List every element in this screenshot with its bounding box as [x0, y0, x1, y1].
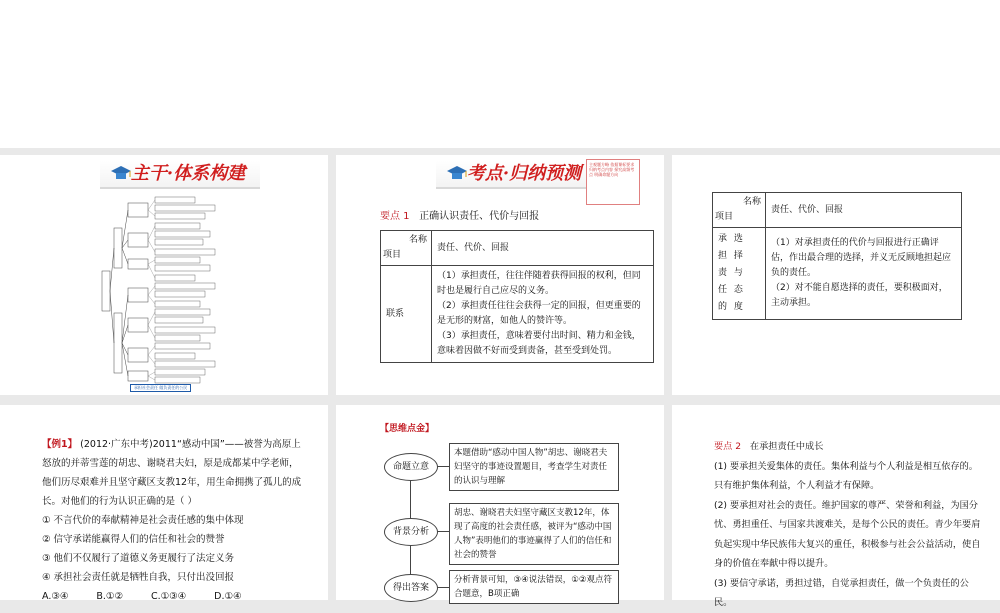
key-point-heading [380, 207, 539, 222]
graduation-cap-icon [446, 165, 468, 181]
flow-step-oval: 得出答案 [384, 574, 438, 602]
row-label: 承 选 担 择 责 与 任 态 的 度 [713, 228, 766, 320]
mind-map-diagram [100, 193, 230, 388]
banner-text: 考点·归纳预测 [466, 163, 582, 184]
row-label: 联系 [381, 266, 432, 363]
option-item: ④ 承担社会责任就是牺牲自我，只付出没回报 [42, 572, 235, 583]
top-blank-area [0, 0, 1000, 148]
key-point-title: 正确认识责任、代价与回报 [419, 211, 540, 222]
paragraph: (3) 要信守承诺，勇担过错，自觉承担责任，做一个负责任的公民。 [714, 577, 969, 608]
flow-step-oval: 背景分析 [384, 518, 438, 546]
table-corner-cell [381, 231, 432, 266]
key-point-label: 要点 2 [714, 441, 742, 452]
answer-choice: D.①④ [214, 591, 242, 602]
slide-thumbnail-6[interactable] [672, 405, 1000, 608]
row-content [766, 228, 962, 320]
option-item: ② 信守承诺能赢得人们的信任和社会的赞誉 [42, 534, 225, 545]
corner-top-label: 名称 [408, 235, 427, 245]
example-label: 【例1】 [42, 439, 78, 450]
slide-thumbnail-1[interactable] [0, 155, 328, 395]
flow-arrow [437, 531, 449, 532]
answer-choice: B.①② [96, 591, 123, 602]
thinking-tips-tag: 【思维点金】 [380, 424, 435, 434]
slide-thumbnail-2[interactable] [336, 155, 664, 395]
sticky-note: 主观题方略 依据课标要求 归纳考点内容 探究高频考点 明确命题方向 [586, 159, 640, 205]
corner-top-label: 名称 [742, 197, 761, 207]
flow-arrow [437, 466, 449, 467]
table-line: （3）承担责任，意味着要付出时间、精力和金钱，意味着因做不好而受到责备，甚至受到处罚。 [437, 331, 641, 356]
row-content [432, 266, 654, 363]
table-line: （2）对不能自愿选择的责任，要积极面对，主动承担。 [771, 283, 948, 308]
key-point-heading [714, 437, 986, 457]
flow-step-box: 分析背景可知，③④说法错误，①②观点符合题意，B项正确 [449, 570, 619, 604]
key-point-2-body [714, 437, 986, 613]
banner-text: 主干·体系构建 [130, 163, 246, 184]
slide-thumbnail-3[interactable] [672, 155, 1000, 395]
corner-bottom-label: 项目 [383, 250, 402, 260]
answer-choice: A.③④ [42, 591, 69, 602]
flow-step-box: 胡忠、谢晓君夫妇坚守藏区支教12年，体现了高度的社会责任感，被评为“感动中国人物”表明他们的事迹赢得了人们的信任和社会的赞誉 [449, 503, 619, 565]
paragraph: (2) 要承担对社会的责任。维护国家的尊严、荣誉和利益，为国分忧、勇担重任、与国家共渡难关，是每个公民的责任。青少年要肩负起实现中华民族伟大复兴的重任，积极参与社会公益活动，使自身的价值在奉献中得以提升。 [714, 499, 981, 569]
option-item: ③ 他们不仅履行了道德义务更履行了法定义务 [42, 553, 235, 564]
graduation-cap-icon [110, 165, 132, 181]
flow-step-oval: 命题立意 [384, 453, 438, 481]
table-line: （1）承担责任，往往伴随着获得回报的权利，但同时也是履行自己应尽的义务。 [437, 271, 641, 296]
corner-bottom-label: 项目 [715, 212, 734, 222]
flow-step-box: 本题借助“感动中国人物”胡忠、谢晓君夫妇坚守的事迹设置题目，考查学生对责任的认识与理解 [449, 443, 619, 491]
attitude-table [712, 192, 962, 320]
answer-choices [42, 587, 304, 606]
question-text: (2012·广东中考)2011“感动中国”——被誉为高原上怒放的并蒂雪莲的胡忠、谢晓君夫妇，原是成都某中学老师，他们历尽艰难并且坚守藏区支教12年，用生命拥携了孤儿的成长。对他们的行为认识正确的是（ ） [42, 439, 302, 507]
key-point-label: 要点 1 [380, 211, 410, 222]
table-line: （1）对承担责任的代价与回报进行正确评估，作出最合理的选择，并义无反顾地担起应负的责任。 [771, 238, 952, 278]
paragraph: (1) 要承担关爱集体的责任。集体利益与个人利益是相互依存的。只有维护集体利益，个人利益才有保障。 [714, 460, 978, 491]
key-point-title: 在承担责任中成长 [749, 441, 824, 452]
option-item: ① 不言代价的奉献精神是社会责任感的集中体现 [42, 515, 244, 526]
table-line: （2）承担责任往往会获得一定的回报，但更重要的是无形的财富，如他人的赞许等。 [437, 301, 641, 326]
column-header: 责任、代价、回报 [432, 231, 654, 266]
mind-map-footer-label: 承担社会责任 做负责任的公民 [130, 384, 191, 392]
column-header: 责任、代价、回报 [766, 193, 962, 228]
answer-choice: C.①③④ [150, 591, 187, 602]
example-question [42, 435, 304, 606]
relation-table [380, 230, 654, 363]
slide-thumbnail-4[interactable] [0, 405, 328, 600]
slide-thumbnail-5[interactable] [336, 405, 664, 600]
flow-arrow [437, 587, 449, 588]
table-corner-cell [713, 193, 766, 228]
